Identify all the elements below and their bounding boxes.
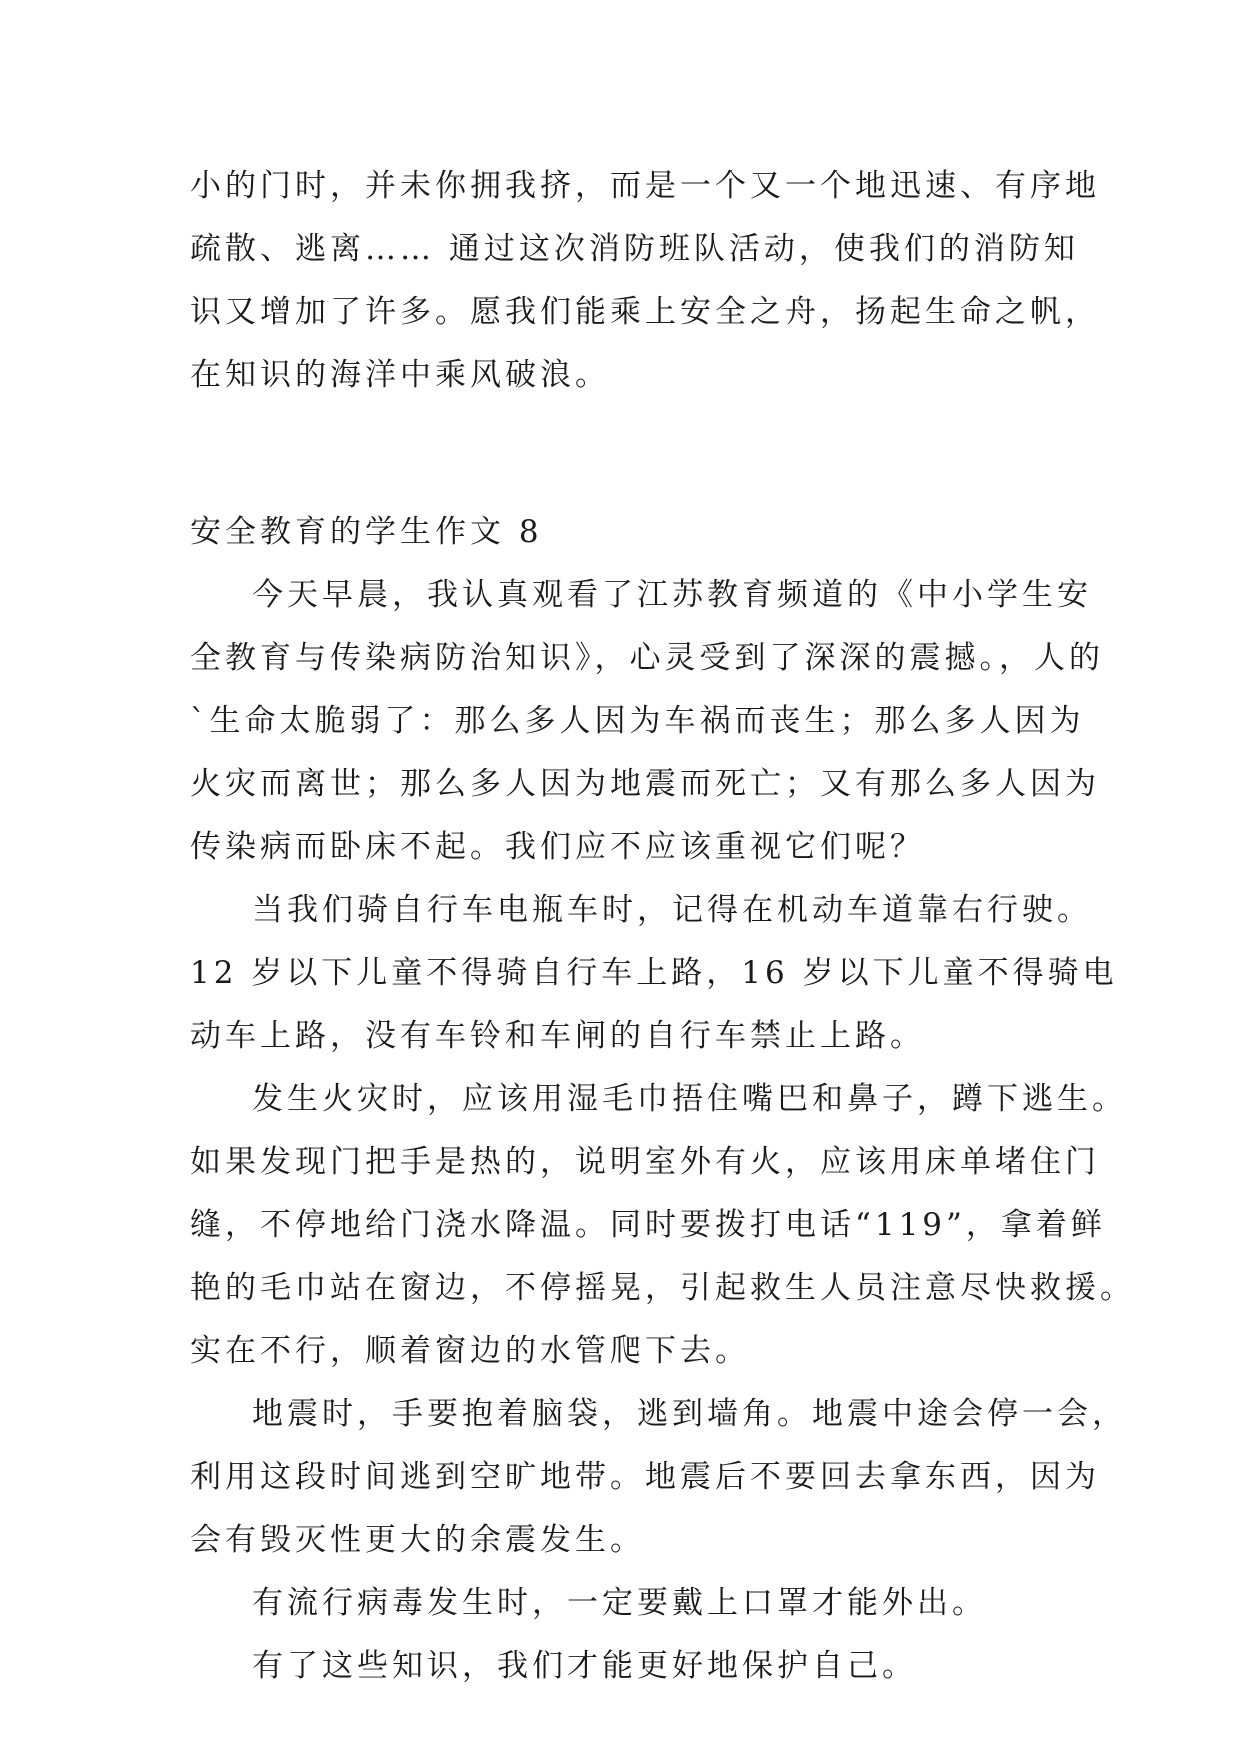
text-line: 当我们骑自行车电瓶车时，记得在机动车道靠右行驶。 (252, 892, 1092, 928)
paragraph-traffic (190, 879, 1118, 1068)
text-line: 识又增加了许多。愿我们能乘上安全之舟，扬起生命之帆， (190, 294, 1100, 330)
text-line: 会有毁灭性更大的余震发生。 (190, 1522, 645, 1558)
text-line: 利用这段时间逃到空旷地带。地震后不要回去拿东西，因为 (190, 1459, 1100, 1495)
text-line: 发生火灾时，应该用湿毛巾捂住嘴巴和鼻子，蹲下逃生。 (252, 1081, 1127, 1117)
paragraph-fire (190, 1068, 1135, 1383)
text-line: 艳的毛巾站在窗边，不停摇晃，引起救生人员注意尽快救援。 (190, 1270, 1135, 1306)
paragraph-epidemic (190, 1572, 1070, 1635)
text-line: 有流行病毒发生时，一定要戴上口罩才能外出。 (252, 1585, 987, 1621)
text-line: 火灾而离世；那么多人因为地震而死亡；又有那么多人因为 (190, 766, 1100, 802)
text-line: 12 岁以下儿童不得骑自行车上路，16 岁以下儿童不得骑电 (190, 955, 1118, 991)
text-line: 小的门时，并未你拥我挤，而是一个又一个地迅速、有序地 (190, 168, 1100, 204)
document-page (190, 155, 1135, 1698)
section-gap (190, 407, 1070, 501)
text-line: 实在不行，顺着窗边的水管爬下去。 (190, 1333, 750, 1369)
text-line: 疏散、逃离…… 通过这次消防班队活动，使我们的消防知 (190, 231, 1079, 267)
text-line: 今天早晨，我认真观看了江苏教育频道的《中小学生安 (252, 577, 1092, 613)
section-title: 安全教育的学生作文 8 (190, 514, 543, 550)
text-line: 传染病而卧床不起。我们应不应该重视它们呢？ (190, 829, 925, 865)
text-line: 地震时，手要抱着脑袋，逃到墙角。地震中途会停一会， (252, 1396, 1127, 1432)
text-line: 在知识的海洋中乘风破浪。 (190, 357, 610, 393)
paragraph-intro (190, 564, 1104, 879)
text-line: 缝，不停地给门浇水降温。同时要拨打电话“119”，拿着鲜 (190, 1207, 1106, 1243)
paragraph-earthquake (190, 1383, 1127, 1572)
text-line: 动车上路，没有车铃和车闸的自行车禁止上路。 (190, 1018, 925, 1054)
text-line: 如果发现门把手是热的，说明室外有火，应该用床单堵住门 (190, 1144, 1100, 1180)
paragraph-conclusion (190, 1635, 1070, 1698)
text-line: 有了这些知识，我们才能更好地保护自己。 (252, 1648, 917, 1684)
continuation-paragraph (190, 155, 1100, 407)
text-line: `生命太脆弱了：那么多人因为车祸而丧生；那么多人因为 (190, 703, 1085, 739)
text-line: 全教育与传染病防治知识》，心灵受到了深深的震撼。，人的 (190, 640, 1104, 676)
